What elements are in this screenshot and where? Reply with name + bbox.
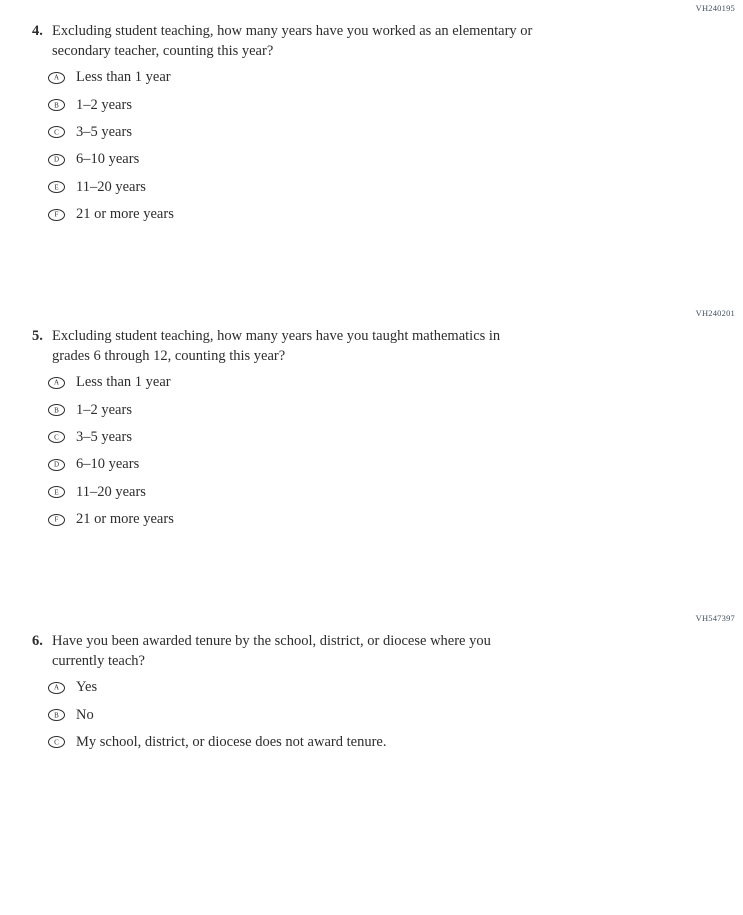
answer-bubble-icon[interactable]: E	[48, 486, 65, 498]
question-row	[32, 21, 532, 61]
option-row[interactable]	[48, 91, 174, 118]
option-label: 11–20 years	[76, 178, 146, 195]
option-label: No	[76, 706, 94, 723]
option-row[interactable]	[48, 119, 174, 146]
question-block-5	[0, 305, 743, 610]
answer-bubble-icon[interactable]: D	[48, 459, 65, 471]
question-row	[32, 631, 491, 671]
option-row[interactable]	[48, 369, 174, 396]
option-label: 11–20 years	[76, 483, 146, 500]
accession-code: VH547397	[695, 613, 735, 623]
options-list	[48, 64, 174, 228]
question-block-6	[0, 610, 743, 915]
answer-bubble-icon[interactable]: B	[48, 404, 65, 416]
question-text: Excluding student teaching, how many years have you taught mathematics in grades 6 through 12, counting this year?	[52, 328, 501, 364]
question-text: Have you been awarded tenure by the school, district, or diocese where you currently teach?	[52, 633, 491, 669]
accession-code: VH240201	[695, 308, 735, 318]
answer-bubble-icon[interactable]: C	[48, 736, 65, 748]
answer-bubble-icon[interactable]: A	[48, 377, 65, 389]
option-row[interactable]	[48, 451, 174, 478]
options-list	[48, 674, 386, 756]
question-number: 4.	[32, 23, 43, 39]
answer-bubble-icon[interactable]: B	[48, 709, 65, 721]
option-label: 1–2 years	[76, 401, 132, 418]
option-label: Yes	[76, 679, 98, 696]
option-label: 3–5 years	[76, 123, 132, 140]
answer-bubble-icon[interactable]: E	[48, 181, 65, 193]
option-label: 6–10 years	[76, 151, 140, 168]
question-number: 5.	[32, 328, 43, 344]
option-label: 1–2 years	[76, 96, 132, 113]
option-row[interactable]	[48, 674, 386, 701]
option-row[interactable]	[48, 396, 174, 423]
option-label: 21 or more years	[76, 511, 174, 528]
question-text: Excluding student teaching, how many years have you worked as an elementary or secondary teacher, counting this year?	[52, 23, 533, 59]
option-row[interactable]	[48, 64, 174, 91]
question-row	[32, 326, 500, 366]
option-row[interactable]	[48, 729, 386, 756]
option-label: 21 or more years	[76, 206, 174, 223]
option-label: My school, district, or diocese does not award tenure.	[76, 733, 387, 750]
answer-bubble-icon[interactable]: A	[48, 72, 65, 84]
option-label: Less than 1 year	[76, 374, 171, 391]
option-row[interactable]	[48, 201, 174, 228]
option-row[interactable]	[48, 146, 174, 173]
option-row[interactable]	[48, 506, 174, 533]
option-label: 6–10 years	[76, 456, 140, 473]
answer-bubble-icon[interactable]: A	[48, 682, 65, 694]
question-block-4	[0, 0, 743, 305]
answer-bubble-icon[interactable]: F	[48, 514, 65, 526]
option-row[interactable]	[48, 424, 174, 451]
question-number: 6.	[32, 633, 43, 649]
option-label: 3–5 years	[76, 428, 132, 445]
answer-bubble-icon[interactable]: F	[48, 209, 65, 221]
option-row[interactable]	[48, 174, 174, 201]
option-row[interactable]	[48, 479, 174, 506]
options-list	[48, 369, 174, 533]
option-row[interactable]	[48, 701, 386, 728]
answer-bubble-icon[interactable]: D	[48, 154, 65, 166]
option-label: Less than 1 year	[76, 69, 171, 86]
answer-bubble-icon[interactable]: C	[48, 126, 65, 138]
answer-bubble-icon[interactable]: B	[48, 99, 65, 111]
answer-bubble-icon[interactable]: C	[48, 431, 65, 443]
accession-code: VH240195	[695, 3, 735, 13]
